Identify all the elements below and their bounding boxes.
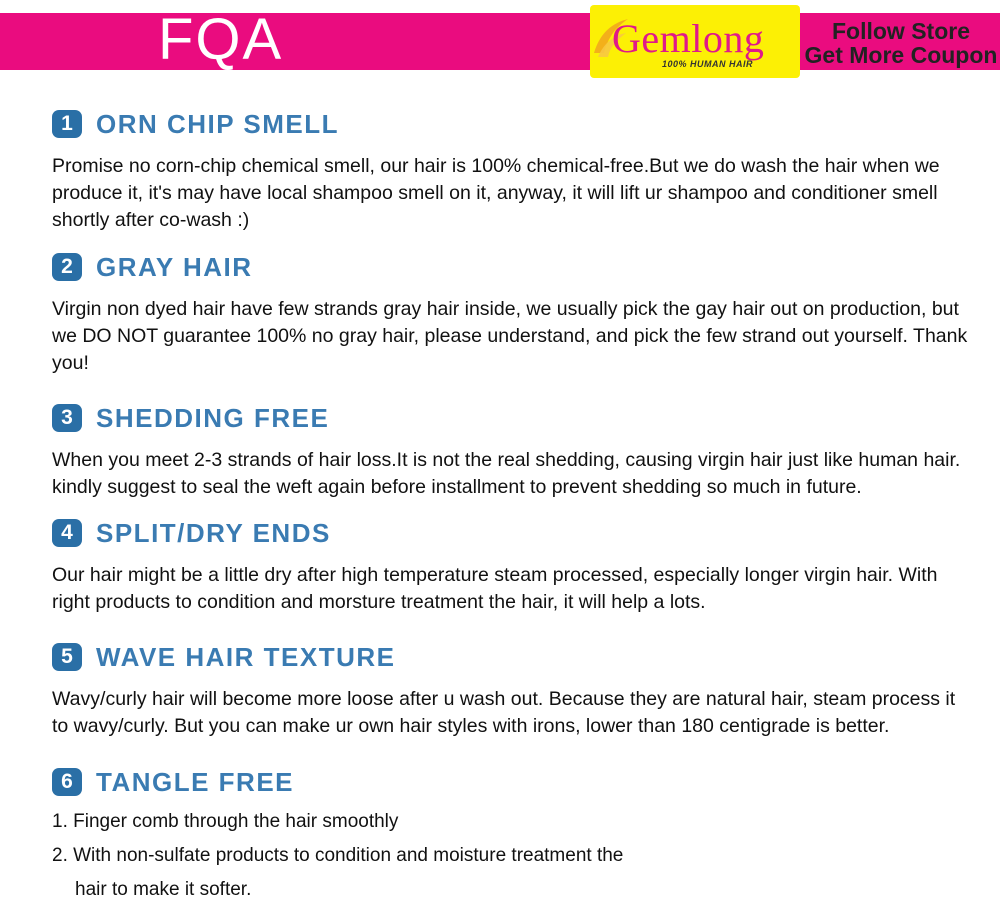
faq-section-shedding-free — [52, 404, 972, 501]
section-text: Wavy/curly hair will become more loose after u wash out. Because they are natural hair, steam process it to wavy/curly. But you can make ur own hair styles with irons, lower than 180 centigrade is better. — [52, 688, 956, 737]
section-title: GRAY HAIR — [96, 252, 253, 282]
header-banner — [0, 0, 1000, 82]
faq-section-gray-hair — [52, 253, 972, 377]
follow-store-label: Follow Store — [832, 18, 970, 44]
list-item: 2. With non-sulfate products to condition and moisture treatment the — [52, 845, 624, 866]
faq-section-tangle-free — [52, 768, 972, 907]
section-number-badge: 2 — [52, 253, 82, 281]
section-text: Our hair might be a little dry after high temperature steam processed, especially longer virgin hair. With right products to condition and morsture treatment the hair, it will help a lots. — [52, 564, 938, 613]
section-text: Virgin non dyed hair have few strands gray hair inside, we usually pick the gay hair out on production, but we DO NOT guarantee 100% no gray hair, please understand, and pick the few strand out yourself. Thank you! — [52, 298, 968, 374]
section-number-badge: 1 — [52, 110, 82, 138]
logo-wordmark: Gemlong — [612, 16, 765, 61]
section-title: SHEDDING FREE — [96, 403, 330, 433]
section-number-badge: 6 — [52, 768, 82, 796]
faq-section-split-dry-ends — [52, 519, 972, 616]
section-title: WAVE HAIR TEXTURE — [96, 642, 396, 672]
list-item: hair to make it softer. — [75, 879, 252, 900]
logo-tagline: 100% HUMAN HAIR — [662, 59, 754, 69]
page-title: FQA — [158, 7, 284, 72]
faq-section-wave-hair-texture — [52, 643, 972, 740]
section-number-badge: 4 — [52, 519, 82, 547]
section-title: SPLIT/DRY ENDS — [96, 518, 331, 548]
section-title: ORN CHIP SMELL — [96, 109, 339, 139]
brand-logo[interactable] — [590, 5, 800, 78]
coupon-label: Get More Coupon — [804, 42, 998, 68]
section-number-badge: 3 — [52, 404, 82, 432]
list-item: 1. Finger comb through the hair smoothly — [52, 811, 399, 832]
faq-section-corn-chip-smell — [52, 110, 972, 234]
section-text: Promise no corn-chip chemical smell, our hair is 100% chemical-free.But we do wash the hair when we produce it, it's may have local shampoo smell on it, anyway, it will lift ur shampoo and conditioner smell shortly after co-wash :) — [52, 155, 940, 231]
section-text: When you meet 2-3 strands of hair loss.It is not the real shedding, causing virgin hair just like human hair. kindly suggest to seal the weft again before installment to prevent shedding so much in future. — [52, 449, 961, 498]
section-title: TANGLE FREE — [96, 767, 295, 797]
follow-store-button[interactable] — [802, 13, 1000, 70]
section-number-badge: 5 — [52, 643, 82, 671]
